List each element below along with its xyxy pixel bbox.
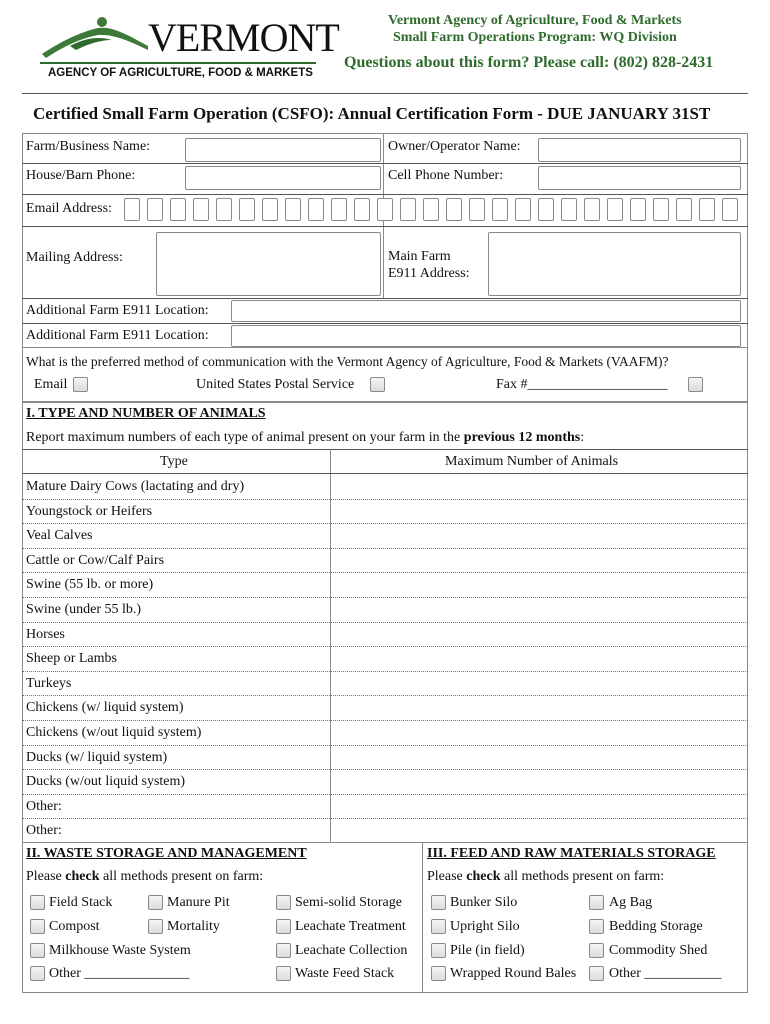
animal-count-input[interactable] [331,721,745,744]
contact-row-rule [22,163,748,164]
contact-row-rule [22,298,748,299]
waste-semi-solid-label: Semi-solid Storage [295,895,402,910]
main-farm-field[interactable] [488,232,741,296]
animals-heading: I. TYPE AND NUMBER OF ANIMALS [26,406,266,421]
logo-agency-name: AGENCY OF AGRICULTURE, FOOD & MARKETS [48,67,313,79]
email-char-box[interactable] [331,198,347,221]
email-char-box[interactable] [400,198,416,221]
animal-type-label: Chickens (w/out liquid system) [26,725,202,740]
comm-postal-label: United States Postal Service [196,377,355,392]
cell-label: Cell Phone Number: [388,168,504,183]
animals-instruction [26,431,584,445]
owner-field[interactable] [538,138,741,162]
additional-1-label: Additional Farm E911 Location: [26,303,209,318]
email-char-box[interactable] [308,198,324,221]
email-char-box[interactable] [354,198,370,221]
animal-count-input[interactable] [331,598,745,621]
header-rule [22,93,748,94]
waste-field-stack-label: Field Stack [49,895,113,910]
animal-type-label: Chickens (w/ liquid system) [26,700,184,716]
email-label: Email Address: [26,201,112,216]
email-char-box[interactable] [699,198,715,221]
animal-count-input[interactable] [331,500,745,523]
waste-other-checkbox[interactable] [30,966,45,981]
email-char-box[interactable] [630,198,646,221]
feed-other-checkbox[interactable] [589,966,604,981]
email-char-box[interactable] [239,198,255,221]
animal-row [22,499,748,524]
animals-instruction-bold: previous 12 months [463,430,581,445]
animal-row [22,818,748,843]
feed-bedding-storage-label: Bedding Storage [609,919,703,934]
mailing-field[interactable] [156,232,381,296]
email-char-box[interactable] [515,198,531,221]
animal-row [22,769,748,794]
waste-leachate-treatment-checkbox[interactable] [276,919,291,934]
animals-instruction-post: : [580,430,585,445]
phone-field[interactable] [185,166,381,190]
feed-instruction-bold: check [466,869,501,884]
comm-email-label: Email [34,377,68,392]
main-farm-label-1: Main Farm [388,249,451,264]
contact-row-rule [22,323,748,324]
animal-row [22,474,748,499]
email-char-box[interactable] [561,198,577,221]
waste-instruction-pre: Please [26,869,66,884]
animal-type-label: Ducks (w/out liquid system) [26,774,186,790]
animal-row [22,646,748,671]
animal-count-input[interactable] [331,770,745,793]
email-char-box[interactable] [722,198,738,221]
animal-type-label: Mature Dairy Cows (lactating and dry) [26,479,245,494]
waste-heading: II. WASTE STORAGE AND MANAGEMENT [26,846,307,861]
feed-upright-silo-label: Upright Silo [450,919,520,934]
email-char-box[interactable] [170,198,186,221]
email-char-box[interactable] [538,198,554,221]
waste-feed-stack-checkbox[interactable] [276,966,291,981]
waste-milkhouse-checkbox[interactable] [30,943,45,958]
waste-feed-stack-label: Waste Feed Stack [295,966,395,981]
feed-commodity-shed-label: Commodity Shed [609,943,708,958]
agency-logo [40,15,339,86]
feed-bunker-silo-label: Bunker Silo [450,895,518,910]
animal-row [22,572,748,597]
waste-leachate-treatment-label: Leachate Treatment [295,919,406,934]
email-char-box[interactable] [124,198,140,221]
waste-other-label: Other _______________ [49,966,190,981]
waste-compost-checkbox[interactable] [30,919,45,934]
feed-instruction [427,870,664,884]
feed-commodity-shed-checkbox[interactable] [589,943,604,958]
owner-label: Owner/Operator Name: [388,139,521,154]
email-char-box[interactable] [423,198,439,221]
waste-mortality-label: Mortality [167,919,220,934]
feed-wrapped-bales-checkbox[interactable] [431,966,446,981]
email-char-box[interactable] [377,198,393,221]
animal-type-label: Other: [26,823,62,839]
waste-compost-label: Compost [49,919,100,934]
email-char-box[interactable] [446,198,462,221]
comm-fax-label: Fax #____________________ [496,377,668,392]
animal-type-label: Swine (under 55 lb.) [26,602,142,617]
animal-row [22,548,748,573]
waste-milkhouse-label: Milkhouse Waste System [49,943,191,958]
animal-count-input[interactable] [331,549,745,572]
animal-type-label: Horses [26,626,65,642]
animal-type-label: Swine (55 lb. or more) [26,577,154,593]
feed-instruction-post: all methods present on farm: [500,869,665,884]
phone-label: House/Barn Phone: [26,168,136,183]
feed-instruction-pre: Please [427,869,467,884]
waste-instruction [26,870,263,884]
animals-header-rule [22,449,748,450]
waste-mortality-checkbox[interactable] [148,919,163,934]
farm-name-label: Farm/Business Name: [26,139,151,154]
comm-fax-checkbox[interactable] [688,377,703,392]
col-type-header: Type [160,454,188,469]
waste-instruction-bold: check [65,869,100,884]
email-char-box[interactable] [147,198,163,221]
email-char-box[interactable] [607,198,623,221]
contact-row-rule [22,194,748,195]
feed-wrapped-bales-label: Wrapped Round Bales [450,966,577,981]
animal-count-input[interactable] [331,475,745,498]
email-char-box[interactable] [492,198,508,221]
animal-row [22,794,748,819]
animal-count-input[interactable] [331,647,745,670]
waste-instruction-post: all methods present on farm: [99,869,264,884]
form-title: Certified Small Farm Operation (CSFO): Annual Certification Form - DUE JANUARY 31ST [33,104,711,123]
email-char-box[interactable] [262,198,278,221]
animal-count-input[interactable] [331,672,745,695]
storage-col-divider [422,843,423,993]
main-farm-label-2: E911 Address: [388,266,470,281]
animal-type-label: Cattle or Cow/Calf Pairs [26,552,165,568]
email-char-box[interactable] [653,198,669,221]
waste-field-stack-checkbox[interactable] [30,895,45,910]
animals-instruction-pre: Report maximum numbers of each type of animal present on your farm in the [26,430,464,445]
logo-word: VERMONT [148,15,339,60]
email-char-box[interactable] [285,198,301,221]
email-char-box[interactable] [676,198,692,221]
additional-1-field[interactable] [231,300,741,322]
animal-row [22,720,748,745]
email-char-box[interactable] [216,198,232,221]
animal-row [22,745,748,770]
animal-row [22,671,748,696]
waste-manure-pit-label: Manure Pit [167,895,230,910]
animal-type-label: Veal Calves [26,528,93,544]
animal-type-label: Youngstock or Heifers [26,503,153,519]
mailing-label: Mailing Address: [26,250,123,265]
feed-ag-bag-label: Ag Bag [609,895,653,910]
farm-name-field[interactable] [185,138,381,162]
communication-question: What is the preferred method of communication with the Vermont Agency of Agriculture, Food & Markets (VAAFM)? [26,354,669,369]
logo-divider [40,62,316,64]
animal-count-input[interactable] [331,795,745,818]
waste-leachate-collection-checkbox[interactable] [276,943,291,958]
feed-pile-checkbox[interactable] [431,943,446,958]
animal-row [22,523,748,548]
animal-row [22,597,748,622]
waste-manure-pit-checkbox[interactable] [148,895,163,910]
animal-count-input[interactable] [331,696,745,719]
animal-type-label: Sheep or Lambs [26,651,117,667]
animal-type-label: Ducks (w/ liquid system) [26,749,168,765]
comm-postal-checkbox[interactable] [370,377,385,392]
animal-count-input[interactable] [331,573,745,596]
program-line: Small Farm Operations Program: WQ Division [393,30,677,45]
cell-field[interactable] [538,166,741,190]
feed-upright-silo-checkbox[interactable] [431,919,446,934]
agency-line: Vermont Agency of Agriculture, Food & Markets [388,13,682,28]
animal-count-input[interactable] [331,623,745,646]
animal-row [22,622,748,647]
questions-phone: Questions about this form? Please call: (802) 828-2431 [344,54,714,71]
animal-type-label: Other: [26,798,62,814]
feed-bunker-silo-checkbox[interactable] [431,895,446,910]
waste-leachate-collection-label: Leachate Collection [295,943,408,958]
mountain-logo-icon [40,16,150,61]
animal-type-label: Turkeys [26,675,72,691]
additional-2-label: Additional Farm E911 Location: [26,328,209,343]
feed-other-label: Other ___________ [609,966,722,981]
contact-row-rule [22,226,748,227]
feed-heading: III. FEED AND RAW MATERIALS STORAGE [427,846,716,861]
comm-email-checkbox[interactable] [73,377,88,392]
animal-count-input[interactable] [331,746,745,769]
email-char-box[interactable] [584,198,600,221]
additional-2-field[interactable] [231,325,741,347]
email-char-box[interactable] [469,198,485,221]
col-max-header: Maximum Number of Animals [445,454,619,469]
email-char-box[interactable] [193,198,209,221]
animal-count-input[interactable] [331,819,745,842]
animal-row [22,695,748,720]
waste-semi-solid-checkbox[interactable] [276,895,291,910]
feed-pile-label: Pile (in field) [450,943,525,958]
feed-ag-bag-checkbox[interactable] [589,895,604,910]
animal-count-input[interactable] [331,524,745,547]
feed-bedding-storage-checkbox[interactable] [589,919,604,934]
